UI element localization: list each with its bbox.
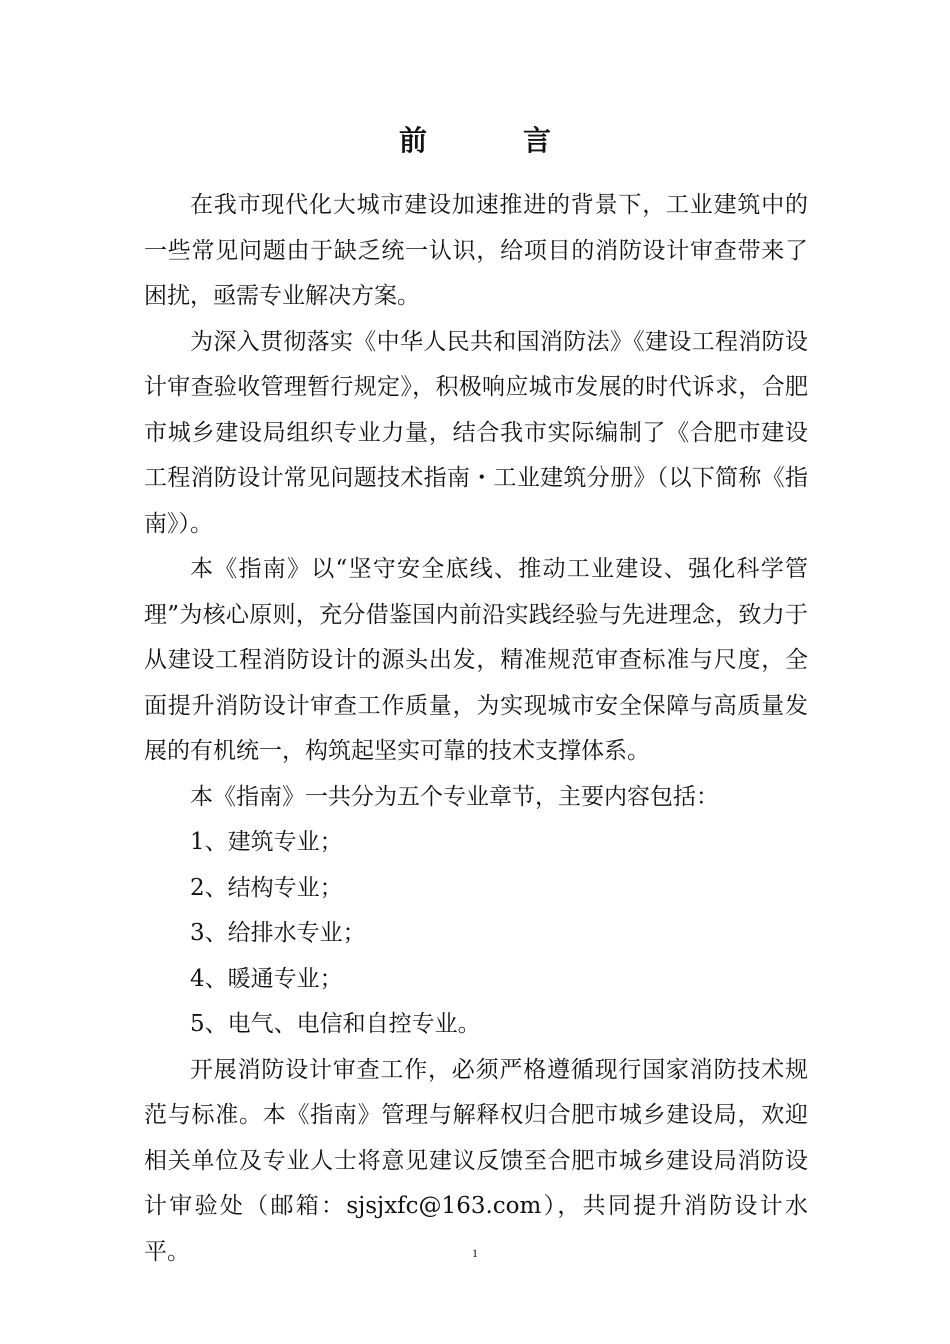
list-item: 4、暖通专业； (190, 965, 343, 992)
chapter-list (144, 820, 808, 1048)
list-item: 3、给排水专业； (190, 920, 366, 946)
paragraph-closing: 开展消防设计审查工作，必须严格遵循现行国家消防技术规范与标准。本《指南》管理与解释权归合肥市城乡建设局，欢迎相关单位及专业人士将意见建议反馈至合肥市城乡建设局消防设计审验处（邮箱：sjsjxfc@163.com），共同提升消防设计水平。 (144, 1056, 808, 1265)
page-title: 前 言 (398, 124, 585, 157)
list-item: 2、结构专业； (190, 874, 343, 901)
paragraph-purpose: 为深入贯彻落实《中华人民共和国消防法》《建设工程消防设计审查验收管理暂行规定》，积极响应城市发展的时代诉求，合肥市城乡建设局组织专业力量，结合我市实际编制了《合肥市建设工程消防设计常见问题技术指南・工业建筑分册》（以下简称《指南》）。 (144, 328, 808, 537)
paragraph-contents-intro: 本《指南》一共分为五个专业章节，主要内容包括： (190, 783, 719, 810)
list-item: 1、建筑专业； (190, 829, 343, 855)
paragraph-background: 在我市现代化大城市建设加速推进的背景下，工业建筑中的一些常见问题由于缺乏统一认识，给项目的消防设计审查带来了困扰，亟需专业解决方案。 (144, 192, 808, 309)
page-number: 1 (472, 1246, 478, 1260)
list-item: 5、电气、电信和自控专业。 (190, 1011, 481, 1037)
paragraph-principles: 本《指南》以“坚守安全底线、推动工业建设、强化科学管理”为核心原则，充分借鉴国内前沿实践经验与先进理念，致力于从建设工程消防设计的源头出发，精准规范审查标准与尺度，全面提升消防设计审查工作质量，为实现城市安全保障与高质量发展的有机统一，构筑起坚实可靠的技术支撑体系。 (144, 556, 808, 764)
document-body (144, 183, 808, 1275)
